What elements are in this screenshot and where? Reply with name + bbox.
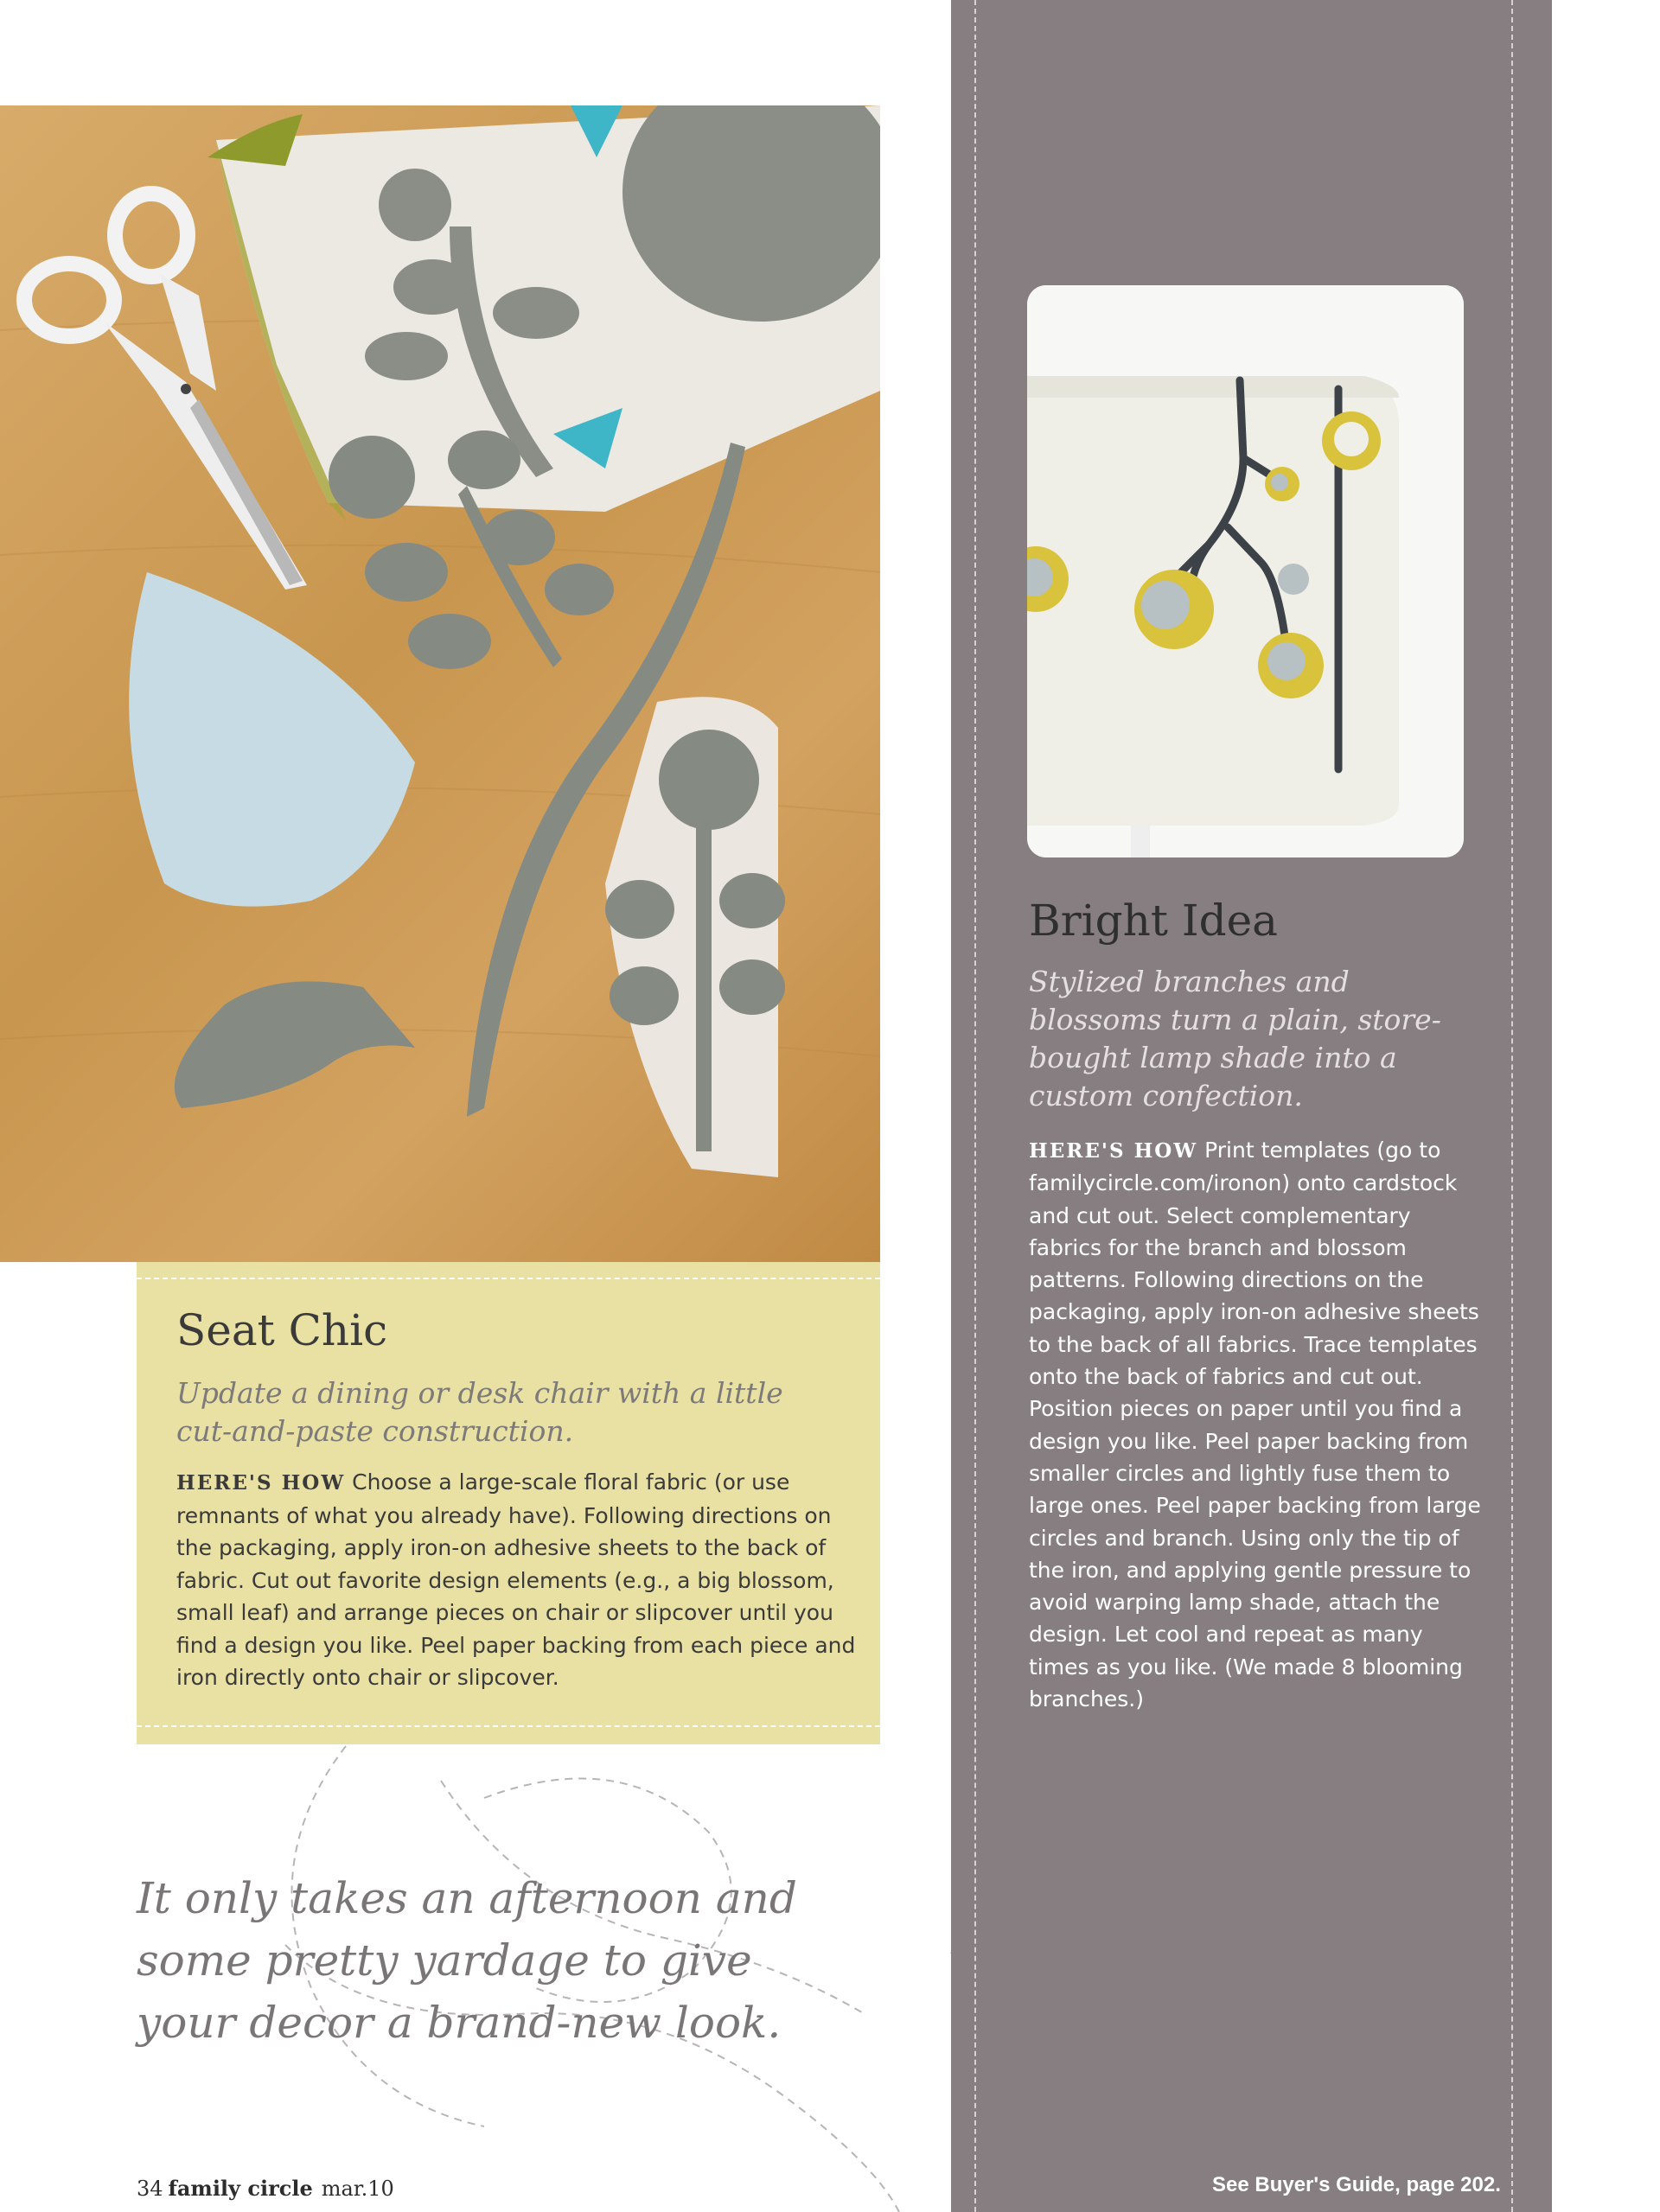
bright-idea-subtitle: Stylized branches and blossoms turn a plain, store-bought lamp shade into a custom confection. xyxy=(1029,965,1441,1112)
dashed-border-left xyxy=(974,0,976,2212)
issue-date: mar.10 xyxy=(321,2177,394,2201)
bright-idea-instructions xyxy=(1029,1134,1487,1715)
heres-how-label: HERE'S HOW xyxy=(1029,1139,1198,1163)
dashed-border-right xyxy=(1511,0,1513,2212)
bright-idea-body: Print templates (go to familycircle.com/ironon) onto cardstock and cut out. Select complementary fabrics for the branch and blossom patterns. Following directions on the packaging, apply iron-on adhesive sheets to the back of all fabrics. Trace templates onto the back of fabrics and cut out. Position pieces on paper until you find a design you like. Peel paper backing from smaller circles and lightly fuse them to large ones. Peel paper backing from large circles and branch. Using only the tip of the iron, and applying gentle pressure to avoid warping lamp shade, attach the design. Let cool and repeat as many times as you like. (We made 8 blooming branches.) xyxy=(1029,1138,1481,1712)
buyers-guide-note: See Buyer's Guide, page 202. xyxy=(1212,2173,1501,2196)
bright-idea-title: Bright Idea xyxy=(1029,896,1278,946)
seat-chic-subtitle: Update a dining or desk chair with a little cut-and-paste construction. xyxy=(176,1376,783,1448)
dashed-divider xyxy=(137,1725,880,1727)
seat-chic-body: Choose a large-scale floral fabric (or use remnants of what you already have). Following directions on the packaging, apply iron-on adhesive sheets to the back of fabric. Cut out favorite design elements (e.g., a big blossom, small leaf) and arrange pieces on chair or slipcover until you find a design you like. Peel paper backing from each piece and iron directly onto chair or slipcover. xyxy=(176,1469,856,1690)
seat-chic-title: Seat Chic xyxy=(176,1305,388,1355)
page-number: 34 xyxy=(137,2177,163,2201)
magazine-name: family circle xyxy=(168,2176,313,2201)
seat-chic-box xyxy=(137,1262,880,1744)
lampshade-photo xyxy=(1027,285,1464,857)
fabric-cutouts-photo xyxy=(0,105,880,1262)
dashed-divider xyxy=(137,1278,880,1279)
seat-chic-instructions xyxy=(176,1466,859,1694)
bright-idea-sidebar xyxy=(951,0,1552,2212)
heres-how-label: HERE'S HOW xyxy=(176,1471,346,1495)
pull-quote: It only takes an afternoon and some pretty yardage to give your decor a brand-new look. xyxy=(137,1873,797,2048)
page-folio xyxy=(137,2176,394,2201)
